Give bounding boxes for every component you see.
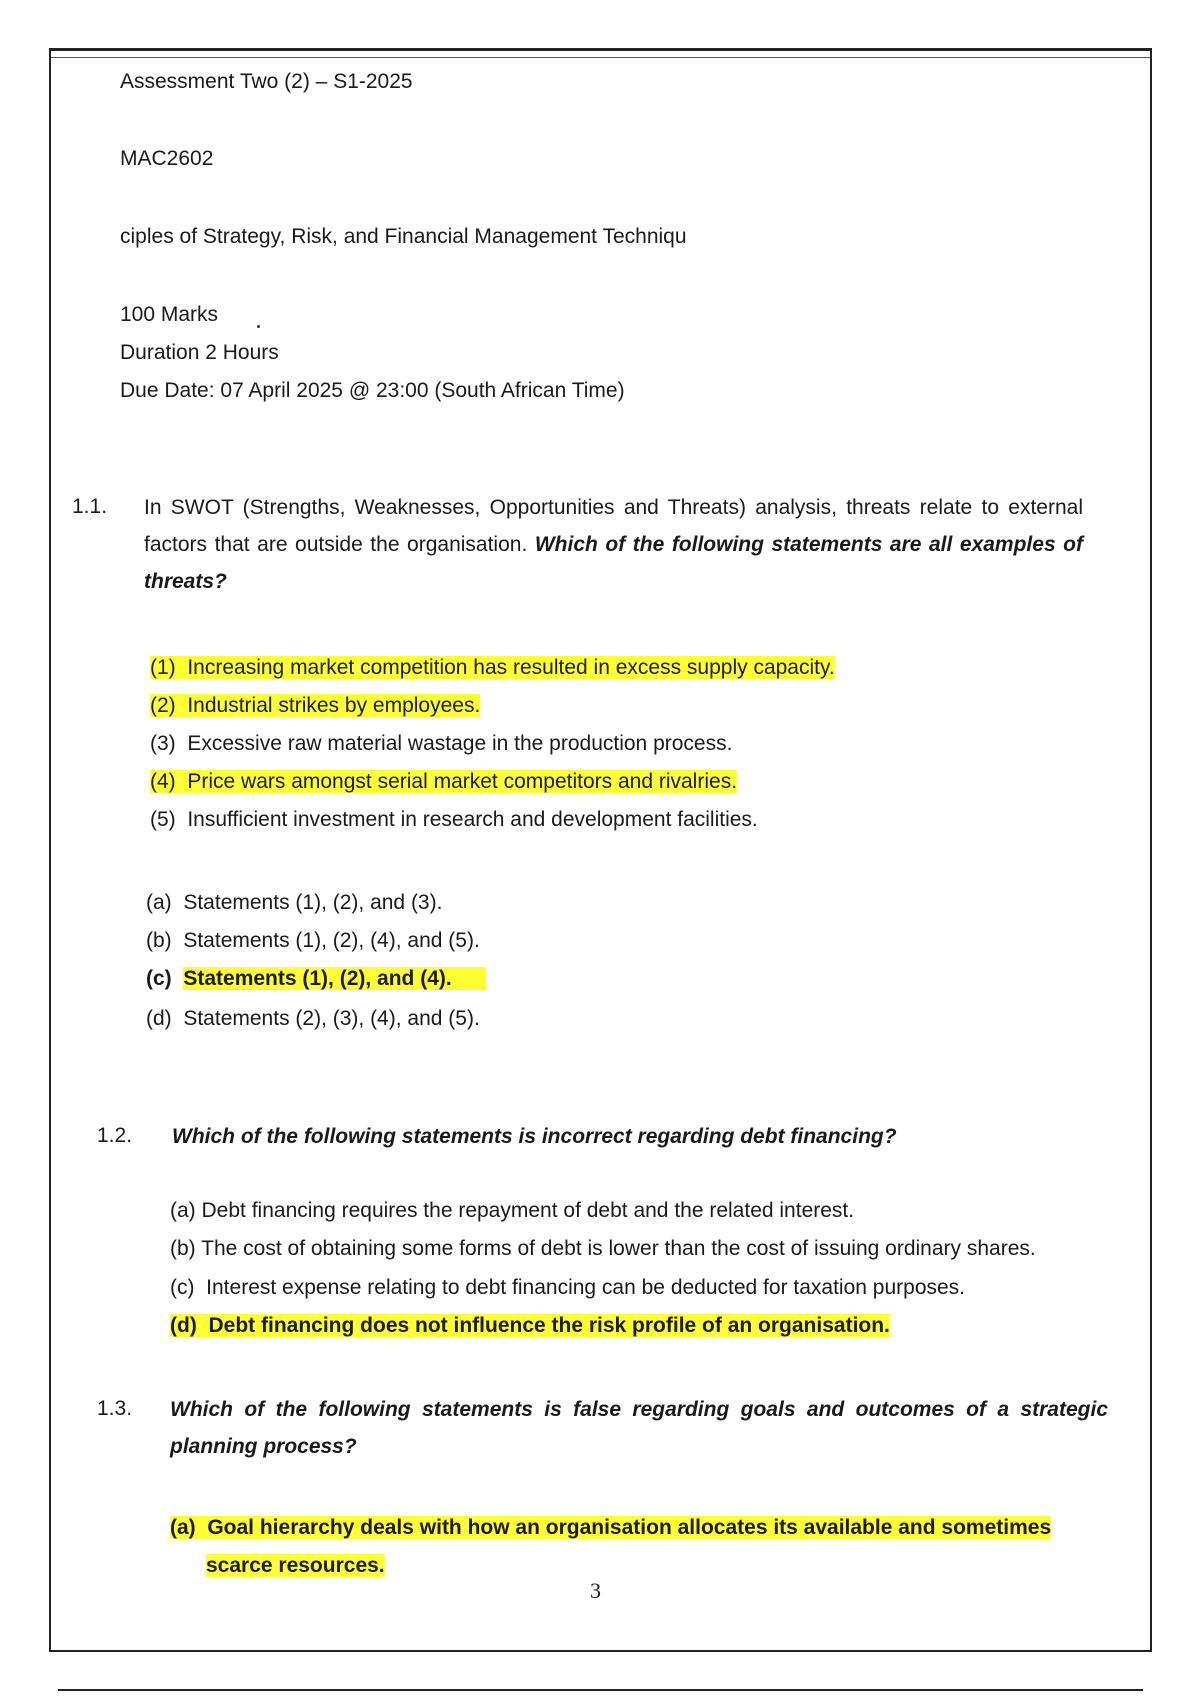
question-number: 1.3. [97, 1397, 133, 1420]
statement-text: Price wars amongst serial market competitors and rivalries. [187, 770, 738, 793]
option-label: (d) [170, 1314, 197, 1337]
statement-text: Excessive raw material wastage in the production process. [187, 732, 733, 755]
answer-option-correct [170, 1313, 890, 1339]
statement-item [150, 655, 835, 681]
option-label: (a) [146, 891, 172, 914]
option-label: (a) [170, 1199, 196, 1222]
option-text: Interest expense relating to debt financing can be deducted for taxation purposes. [206, 1276, 966, 1299]
option-text: Debt financing does not influence the risk profile of an organisation. [208, 1314, 890, 1337]
statement-item [150, 807, 758, 833]
answer-option-continued [206, 1553, 385, 1579]
option-label: (a) [170, 1516, 196, 1539]
option-text: Debt financing requires the repayment of debt and the related interest. [201, 1199, 855, 1222]
answer-option-correct [170, 1515, 1051, 1541]
option-text: Statements (1), (2), (4), and (5). [183, 929, 480, 952]
option-label: (c) [146, 967, 172, 990]
statement-label: (3) [150, 732, 176, 755]
statement-text: Insufficient investment in research and development facilities. [187, 808, 758, 831]
option-label: (d) [146, 1007, 172, 1030]
question-prompt: Which of the following statements is incorrect regarding debt financing? [172, 1125, 897, 1148]
answer-option [146, 1006, 480, 1032]
bottom-rule [58, 1689, 1143, 1691]
option-label: (b) [146, 929, 172, 952]
question-intro: In SWOT (Strengths, Weaknesses, Opportunities and Threats) analysis, threats relate to external factors that are outside the organisation. [144, 496, 1083, 556]
question-number: 1.1. [72, 495, 108, 518]
answer-option [170, 1198, 854, 1224]
top-double-rule [51, 57, 1150, 58]
statement-item [150, 693, 480, 719]
question-number: 1.2. [97, 1124, 133, 1147]
option-text: Statements (2), (3), (4), and (5). [183, 1007, 480, 1030]
answer-option [146, 890, 442, 916]
module-name: ciples of Strategy, Risk, and Financial Management Techniqu [120, 225, 687, 248]
page-number: 3 [590, 1578, 601, 1603]
question-prompt: Which of the following statements are all examples of threats? [144, 533, 1083, 593]
statement-item [150, 731, 732, 757]
option-text: Statements (1), (2), and (4). [183, 967, 485, 990]
answer-option [146, 928, 480, 954]
statement-text: Increasing market competition has resulted in excess supply capacity. [187, 656, 835, 679]
option-label: (b) [170, 1237, 196, 1260]
answer-option-correct [146, 966, 486, 992]
stray-dot [257, 325, 260, 328]
statement-label: (5) [150, 808, 176, 831]
option-text: Statements (1), (2), and (3). [183, 891, 443, 914]
assessment-title: Assessment Two (2) – S1-2025 [120, 70, 413, 93]
option-label: (c) [170, 1276, 195, 1299]
due-date: Due Date: 07 April 2025 @ 23:00 (South African Time) [120, 379, 625, 402]
statement-label: (1) [150, 656, 176, 679]
statement-item [150, 769, 737, 795]
question-prompt: Which of the following statements is false regarding goals and outcomes of a strategic planning process? [170, 1398, 1108, 1458]
answer-option [170, 1275, 965, 1301]
option-text: Goal hierarchy deals with how an organisation allocates its available and sometimes [207, 1516, 1052, 1539]
question-text [144, 489, 1083, 600]
statement-label: (2) [150, 694, 176, 717]
answer-option [170, 1236, 1036, 1262]
option-text: scarce resources. [206, 1554, 385, 1577]
statement-text: Industrial strikes by employees. [187, 694, 481, 717]
statement-label: (4) [150, 770, 176, 793]
total-marks: 100 Marks [120, 303, 219, 326]
duration: Duration 2 Hours [120, 341, 279, 364]
option-text: The cost of obtaining some forms of debt is lower than the cost of issuing ordinary shares. [201, 1237, 1036, 1260]
module-code: MAC2602 [120, 147, 214, 170]
